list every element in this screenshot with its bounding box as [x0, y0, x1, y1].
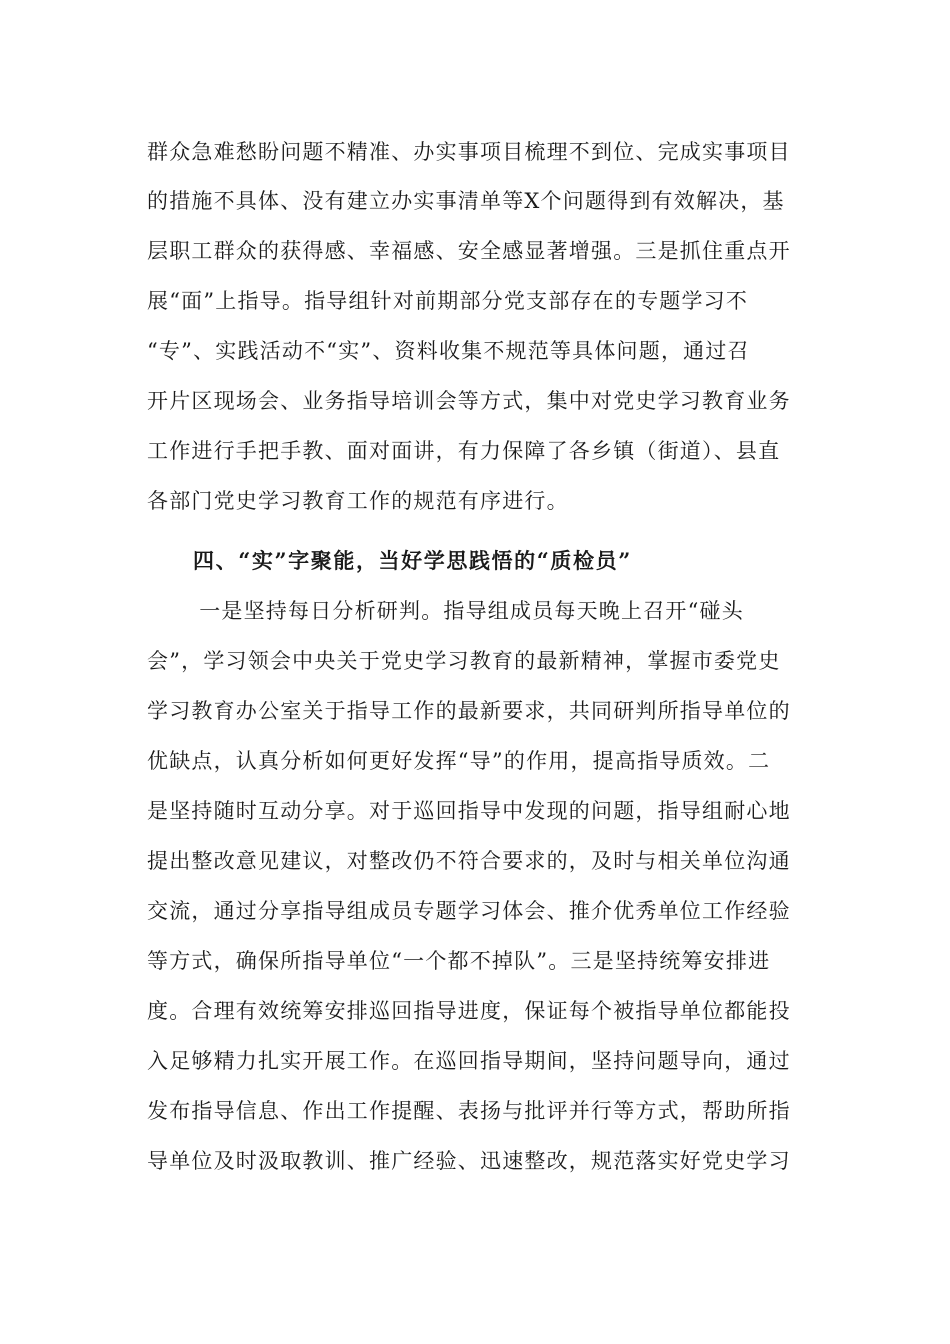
paragraph-line: “专”、实践活动不“实”、资料收集不规范等具体问题，通过召	[147, 339, 750, 363]
paragraph-line: 发布指导信息、作出工作提醒、表扬与批评并行等方式，帮助所指	[147, 1099, 791, 1123]
paragraph-line: 工作进行手把手教、面对面讲，有力保障了各乡镇（街道）、县直	[147, 439, 781, 463]
paragraph-line: 入足够精力扎实开展工作。在巡回指导期间，坚持问题导向，通过	[147, 1049, 791, 1073]
paragraph-line: 等方式，确保所指导单位“一个都不掉队”。三是坚持统筹安排进	[147, 949, 771, 973]
paragraph-line: 是坚持随时互动分享。对于巡回指导中发现的问题，指导组耐心地	[147, 799, 791, 823]
paragraph-line: 群众急难愁盼问题不精准、办实事项目梳理不到位、完成实事项目	[147, 140, 791, 164]
paragraph-line: 学习教育办公室关于指导工作的最新要求，共同研判所指导单位的	[147, 699, 791, 723]
paragraph-line: 交流，通过分享指导组成员专题学习体会、推介优秀单位工作经验	[147, 899, 791, 923]
paragraph-line: 导单位及时汲取教训、推广经验、迅速整改，规范落实好党史学习	[147, 1149, 791, 1173]
paragraph-line: 一是坚持每日分析研判。指导组成员每天晚上召开“碰头	[177, 599, 744, 623]
paragraph-line: 提出整改意见建议，对整改仍不符合要求的，及时与相关单位沟通	[147, 849, 791, 873]
paragraph-line: 优缺点，认真分析如何更好发挥“导”的作用，提高指导质效。二	[147, 749, 771, 773]
paragraph-line: 会”，学习领会中央关于党史学习教育的最新精神，掌握市委党史	[147, 649, 781, 673]
paragraph-line: 开片区现场会、业务指导培训会等方式，集中对党史学习教育业务	[147, 389, 791, 413]
paragraph-line: 的措施不具体、没有建立办实事清单等X个问题得到有效解决，基	[147, 189, 785, 213]
section-heading: 四、“实”字聚能，当好学思践悟的“质检员”	[193, 548, 632, 573]
paragraph-line: 各部门党史学习教育工作的规范有序进行。	[147, 489, 569, 513]
paragraph-line: 层职工群众的获得感、幸福感、安全感显著增强。三是抓住重点开	[147, 239, 791, 263]
paragraph-line: 展“面”上指导。指导组针对前期部分党支部存在的专题学习不	[147, 289, 749, 313]
paragraph-line: 度。合理有效统筹安排巡回指导进度，保证每个被指导单位都能投	[147, 999, 791, 1023]
